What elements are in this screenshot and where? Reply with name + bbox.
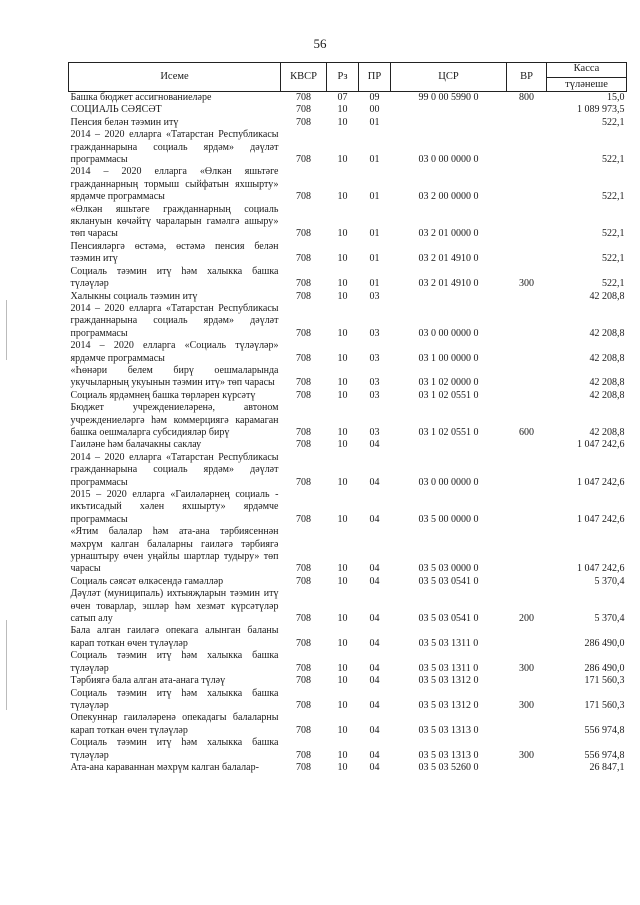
cell-name: 2014 – 2020 елларга «Татарстан Республикасы гражданнарына социаль ярдәм» дәүләт программасы [70,129,279,166]
cell-amount: 42 208,8 [589,352,625,364]
table-row [69,712,627,737]
cell-csr: 03 5 03 1313 0 [418,749,479,761]
cell-kvsr: 708 [296,104,311,116]
cell-name: Социаль тәэмин итү һәм халыкка башка түләүләр [70,265,279,290]
cell-pr: 01 [369,253,380,265]
cell-rz: 10 [337,327,348,339]
cell-kvsr: 708 [296,154,311,166]
cell-kvsr: 708 [296,228,311,240]
cell-amount: 1 047 242,6 [577,563,625,575]
header-kassa [547,63,627,92]
cell-rz: 10 [337,228,348,240]
cell-rz: 10 [337,116,348,128]
table-row [69,737,627,762]
cell-amount: 26 847,1 [589,761,625,773]
cell-vr [507,166,547,203]
cell-amount: 522,1 [602,253,625,265]
cell-kvsr: 708 [296,92,311,103]
table-row [69,266,627,291]
table-row [69,688,627,713]
cell-name: «Өлкән яшьтәге гражданнарның социаль яклануын көчәйтү чараларын гамәлгә ашыру» төп чарасы [70,203,279,240]
cell-pr: 04 [369,637,380,649]
cell-csr: 03 5 03 1312 0 [418,675,479,687]
cell-vr: 600 [519,426,534,438]
cell-kvsr: 708 [296,575,311,587]
cell-csr: 03 1 00 0000 0 [418,352,479,364]
cell-rz: 10 [337,439,348,451]
cell-name: Опекуннар гаиләләренә опекадагы балаларны карап тоткан өчен түләүләр [70,712,279,736]
cell-csr: 03 5 03 0541 0 [418,575,479,587]
header-rz: Рз [327,63,359,92]
cell-name: Бюджет учреждениеләренә, автоном учреждениеләргә һәм коммерциягә карамаган башка оешмаларга субсидияләр бирү [70,402,279,438]
table-row [69,365,627,390]
cell-amount: 1 047 242,6 [577,476,625,488]
table-row [69,452,627,489]
cell-pr: 04 [369,563,380,575]
cell-kvsr: 708 [296,191,311,203]
cell-amount: 522,1 [602,116,625,128]
cell-amount: 1 047 242,6 [577,439,625,451]
table-row [69,489,627,526]
cell-amount: 5 370,4 [594,613,625,625]
cell-amount: 522,1 [602,191,625,203]
cell-vr: 300 [519,662,534,674]
cell-amount: 42 208,8 [589,327,625,339]
cell-vr [507,129,547,166]
cell-name: Ата-ана караваннан мәхрүм калган балалар- [70,761,259,773]
cell-vr: 200 [519,613,534,625]
cell-name: Тәрбиягә бала алган ата-анага түләү [70,675,226,687]
cell-vr [507,576,547,588]
cell-amount: 1 047 242,6 [577,513,625,525]
cell-pr: 01 [369,116,380,128]
cell-pr: 03 [369,327,380,339]
cell-kvsr: 708 [296,513,311,525]
cell-rz: 07 [337,92,348,103]
cell-name: 2014 – 2020 елларга «Татарстан Республикасы гражданнарына социаль ярдәм» дәүләт программасы [70,451,279,488]
cell-rz: 10 [337,191,348,203]
margin-mark [6,300,7,360]
cell-name: СОЦИАЛЬ СӘЯСӘТ [70,104,162,116]
cell-rz: 10 [337,154,348,166]
cell-name: Пенсия белән тәэмин итү [70,116,179,128]
cell-kvsr: 708 [296,352,311,364]
cell-rz: 10 [337,749,348,761]
table-body [69,92,627,775]
table-row [69,303,627,340]
page-number: 56 [313,36,327,51]
cell-rz: 10 [337,278,348,290]
header-csr: ЦСР [391,63,507,92]
table-row [69,650,627,675]
cell-kvsr: 708 [296,389,311,401]
cell-name: Социаль ярдәмнең башка төрләрен күрсәтү [70,389,256,401]
cell-amount: 42 208,8 [589,389,625,401]
cell-amount: 1 089 973,5 [577,104,625,116]
cell-kvsr: 708 [296,637,311,649]
cell-vr [507,762,547,774]
table-row [69,762,627,774]
cell-csr: 03 2 01 0000 0 [418,228,479,240]
cell-pr: 04 [369,699,380,711]
cell-name: 2015 – 2020 елларга «Гаиләләрнең социаль - икътисадый хәлен яхшырту» ярдәмче программасы [70,489,279,525]
cell-csr: 03 2 00 0000 0 [418,191,479,203]
table-row [69,439,627,451]
cell-kvsr: 708 [296,724,311,736]
header-name: Исеме [69,63,281,92]
cell-name: Социаль сәясәт өлкәсендә гамәлләр [70,575,224,587]
cell-rz: 10 [337,513,348,525]
cell-csr: 03 5 03 1311 0 [418,637,479,649]
cell-rz: 10 [337,675,348,687]
cell-name: Гаиләне һәм балачакны саклау [70,439,202,451]
table-row [69,129,627,166]
cell-kvsr: 708 [296,253,311,265]
cell-amount: 42 208,8 [589,426,625,438]
cell-csr [391,117,507,129]
cell-csr [391,291,507,303]
cell-kvsr: 708 [296,290,311,302]
header-kassa-line2: түләнеше [565,78,608,90]
cell-kvsr: 708 [296,439,311,451]
header-kvsr: КВСР [281,63,327,92]
cell-csr: 03 5 03 1313 0 [418,724,479,736]
cell-vr [507,712,547,737]
cell-vr [507,452,547,489]
cell-csr: 03 5 03 1311 0 [418,662,479,674]
cell-csr: 03 5 03 5260 0 [418,761,479,773]
cell-kvsr: 708 [296,675,311,687]
cell-csr: 03 0 00 0000 0 [418,476,479,488]
cell-amount: 42 208,8 [589,377,625,389]
cell-name: Социаль тәэмин итү һәм халыкка башка түләүләр [70,687,279,711]
cell-pr: 04 [369,513,380,525]
cell-name: 2014 – 2020 елларга «Өлкән яшьтәге гражданнарның тормыш сыйфатын яхшырту» ярдәмче программасы [70,166,279,203]
cell-vr [507,340,547,365]
cell-amount: 5 370,4 [594,575,625,587]
cell-rz: 10 [337,575,348,587]
cell-amount: 42 208,8 [589,290,625,302]
table-row [69,291,627,303]
cell-pr: 00 [369,104,380,116]
cell-rz: 10 [337,637,348,649]
cell-rz: 10 [337,476,348,488]
cell-rz: 10 [337,377,348,389]
cell-pr: 04 [369,749,380,761]
cell-vr [507,204,547,241]
cell-name: Дәүләт (муниципаль) ихтыяҗларын тәэмин итү өчен товарлар, эшләр һәм хезмәт күрсәтүләр сатып алу [70,588,279,625]
table-row [69,104,627,116]
cell-vr [507,489,547,526]
cell-pr: 04 [369,662,380,674]
cell-kvsr: 708 [296,699,311,711]
cell-pr: 01 [369,191,380,203]
budget-table [68,62,627,774]
cell-vr [507,117,547,129]
cell-amount: 522,1 [602,154,625,166]
table-row [69,402,627,439]
cell-vr [507,241,547,266]
cell-rz: 10 [337,253,348,265]
cell-kvsr: 708 [296,662,311,674]
cell-pr: 04 [369,439,380,451]
table-row [69,526,627,576]
cell-pr: 09 [369,92,380,103]
header-pr: ПР [359,63,391,92]
cell-rz: 10 [337,104,348,116]
cell-csr: 03 0 00 0000 0 [418,154,479,166]
cell-rz: 10 [337,426,348,438]
cell-csr: 03 5 03 0000 0 [418,563,479,575]
cell-kvsr: 708 [296,327,311,339]
cell-csr [391,439,507,451]
cell-kvsr: 708 [296,377,311,389]
cell-rz: 10 [337,724,348,736]
cell-pr: 03 [369,426,380,438]
table-row [69,675,627,687]
cell-csr: 03 1 02 0551 0 [418,389,479,401]
table-row [69,204,627,241]
cell-csr [391,104,507,116]
cell-pr: 03 [369,377,380,389]
cell-csr: 03 5 03 0541 0 [418,613,479,625]
table-row [69,117,627,129]
table-header-row [69,63,627,92]
cell-vr [507,365,547,390]
cell-kvsr: 708 [296,278,311,290]
table-row [69,576,627,588]
cell-vr [507,625,547,650]
cell-rz: 10 [337,613,348,625]
cell-amount: 556 974,8 [584,749,625,761]
cell-csr: 03 5 03 1312 0 [418,699,479,711]
cell-pr: 03 [369,290,380,302]
table-row [69,390,627,402]
table-row [69,92,627,105]
cell-rz: 10 [337,662,348,674]
cell-rz: 10 [337,563,348,575]
header-vr: ВР [507,63,547,92]
cell-kvsr: 708 [296,116,311,128]
cell-amount: 171 560,3 [584,699,625,711]
cell-csr: 03 5 00 0000 0 [418,513,479,525]
table-row [69,588,627,625]
cell-amount: 556 974,8 [584,724,625,736]
cell-amount: 286 490,0 [584,637,625,649]
cell-pr: 04 [369,724,380,736]
cell-csr: 03 1 02 0551 0 [418,426,479,438]
cell-vr [507,390,547,402]
cell-vr [507,291,547,303]
cell-pr: 04 [369,613,380,625]
cell-name: «Һөнәри белем бирү оешмаларында укучыларның укуынын тәэмин итү» төп чарасы [70,364,279,389]
table-row [69,241,627,266]
cell-amount: 286 490,0 [584,662,625,674]
cell-pr: 01 [369,154,380,166]
cell-kvsr: 708 [296,563,311,575]
cell-rz: 10 [337,761,348,773]
cell-csr: 03 0 00 0000 0 [418,327,479,339]
cell-amount: 15,0 [607,92,625,103]
cell-pr: 01 [369,278,380,290]
cell-vr [507,526,547,576]
cell-amount: 522,1 [602,278,625,290]
table-row [69,166,627,203]
cell-rz: 10 [337,352,348,364]
table-row [69,340,627,365]
cell-name: Социаль тәэмин итү һәм халыкка башка түләүләр [70,650,279,674]
cell-csr: 03 2 01 4910 0 [418,253,479,265]
cell-name: Халыкны социаль тәэмин итү [70,290,198,302]
cell-pr: 04 [369,761,380,773]
cell-amount: 522,1 [602,228,625,240]
cell-kvsr: 708 [296,426,311,438]
cell-rz: 10 [337,290,348,302]
cell-pr: 04 [369,476,380,488]
cell-vr [507,104,547,116]
cell-name: 2014 – 2020 елларга «Социаль түләүләр» ярдәмче программасы [70,340,279,364]
cell-csr: 99 0 00 5990 0 [418,92,479,103]
cell-name: «Ятим балалар һәм ата-ана тәрбиясеннән мәхрүм калган балаларны гаиләгә тәрбиягә урнаштыру өчен уңайлы шартлар тудыру» төп чарасы [70,526,279,575]
cell-name: Социаль тәэмин итү һәм халыкка башка түләүләр [70,737,279,761]
header-kassa-line1: Касса [547,63,626,77]
cell-csr: 03 2 01 4910 0 [418,278,479,290]
cell-kvsr: 708 [296,761,311,773]
cell-vr: 800 [519,92,534,103]
cell-vr: 300 [519,749,534,761]
cell-kvsr: 708 [296,613,311,625]
cell-pr: 04 [369,675,380,687]
cell-pr: 01 [369,228,380,240]
cell-vr [507,439,547,451]
cell-pr: 03 [369,389,380,401]
cell-pr: 03 [369,352,380,364]
cell-vr [507,675,547,687]
cell-rz: 10 [337,389,348,401]
cell-vr: 300 [519,278,534,290]
cell-pr: 04 [369,575,380,587]
table-row [69,625,627,650]
cell-name: Бала алган гаиләгә опекага алынган баланы карап тоткан өчен түләүләр [70,625,279,649]
cell-rz: 10 [337,699,348,711]
margin-mark [6,620,7,710]
cell-vr [507,303,547,340]
cell-kvsr: 708 [296,476,311,488]
cell-name: 2014 – 2020 елларга «Татарстан Республикасы гражданнарына социаль ярдәм» дәүләт программасы [70,302,279,339]
cell-name: Башка бюджет ассигнованиеләре [70,92,212,103]
cell-name: Пенсияләргә өстәмә, өстәмә пенсия белән тәэмин итү [70,240,279,265]
cell-amount: 171 560,3 [584,675,625,687]
cell-kvsr: 708 [296,749,311,761]
cell-csr: 03 1 02 0000 0 [418,377,479,389]
cell-vr: 300 [519,699,534,711]
